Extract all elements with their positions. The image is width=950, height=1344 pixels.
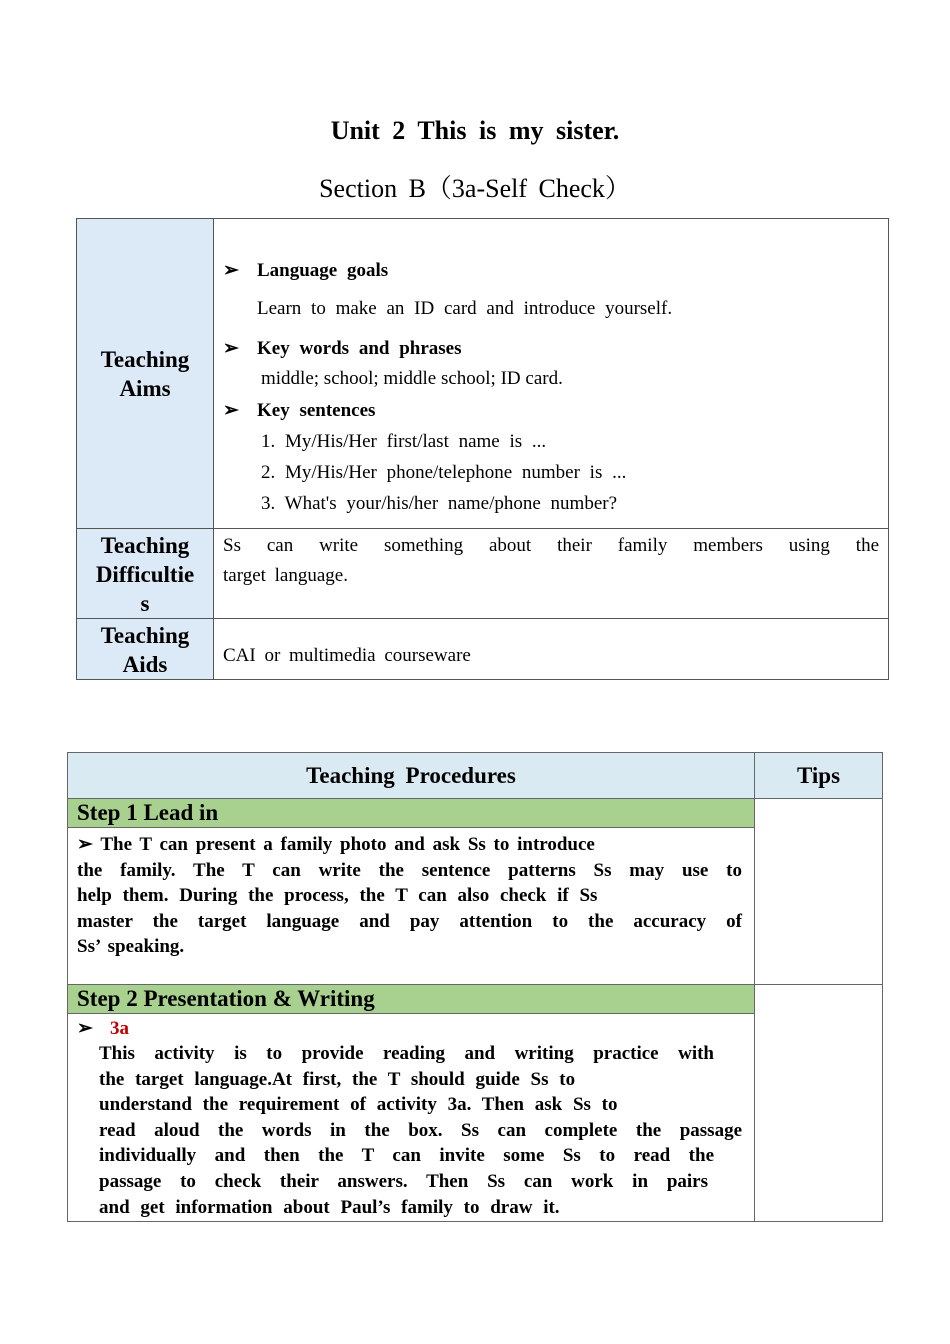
heading-text: Key sentences bbox=[257, 400, 376, 421]
step-2-title: Step 2 Presentation & Writing bbox=[68, 985, 754, 1014]
step-1-cell bbox=[68, 799, 755, 985]
step-2-tips-cell bbox=[755, 985, 883, 1222]
document-subtitle: Section B（3a-Self Check） bbox=[319, 174, 631, 203]
step-1-line: ➢ The T can present a family photo and ask Ss to introduce bbox=[77, 834, 595, 855]
language-goals-text: Learn to make an ID card and introduce yourself. bbox=[257, 298, 673, 319]
procedures-header: Teaching Procedures bbox=[68, 753, 755, 799]
step-1-line: Ss’ speaking. bbox=[77, 936, 185, 958]
step-2-line: understand the requirement of activity 3a. Then ask Ss to bbox=[99, 1094, 618, 1116]
arrowhead-bullet-icon: ➢ bbox=[223, 260, 239, 281]
teaching-aims-table bbox=[76, 218, 889, 680]
step-1-line: help them. During the process, the T can also check if Ss bbox=[77, 885, 598, 907]
step-2-line: passage to check their answers. Then Ss can work in pairs bbox=[99, 1170, 708, 1192]
step-1-body bbox=[68, 828, 754, 960]
label-line: Difficultie bbox=[95, 562, 195, 587]
activity-3a-label: 3a bbox=[110, 1018, 129, 1039]
teaching-aids-content bbox=[214, 619, 889, 680]
teaching-procedures-table bbox=[67, 752, 883, 1222]
step-1-title: Step 1 Lead in bbox=[68, 799, 754, 828]
key-words-text: middle; school; middle school; ID card. bbox=[261, 368, 563, 389]
key-sentence-1: 1. My/His/Her first/last name is ... bbox=[261, 431, 547, 452]
procedures-header-row bbox=[68, 753, 883, 799]
difficulties-line-1: Ss can write something about their family members using the bbox=[223, 535, 879, 556]
step-1-line: the family. The T can write the sentence patterns Ss may use to bbox=[77, 859, 742, 881]
teaching-aims-row bbox=[77, 219, 889, 529]
key-sentence-2: 2. My/His/Her phone/telephone number is ... bbox=[261, 462, 627, 483]
key-sentences-heading bbox=[223, 399, 375, 422]
step-1-tips-cell bbox=[755, 799, 883, 985]
step-2-cell bbox=[68, 985, 755, 1222]
teaching-aims-label bbox=[77, 219, 214, 529]
step-2-line: read aloud the words in the box. Ss can complete the passage bbox=[99, 1119, 742, 1141]
difficulties-line-2: target language. bbox=[223, 565, 348, 586]
step-1-line: master the target language and pay attention to the accuracy of bbox=[77, 910, 742, 932]
label-line: Teaching bbox=[100, 623, 190, 648]
arrowhead-bullet-icon: ➢ bbox=[77, 1018, 93, 1039]
step-2-line: the target language.At first, the T should guide Ss to bbox=[99, 1068, 576, 1090]
step-2-body bbox=[68, 1041, 754, 1220]
label-line: Teaching bbox=[100, 533, 190, 558]
step-2-line: This activity is to provide reading and writing practice with bbox=[99, 1043, 714, 1064]
step-2-line: individually and then the T can invite some Ss to read the bbox=[99, 1145, 714, 1167]
document-title: Unit 2 This is my sister. bbox=[330, 116, 620, 145]
label-line: Aids bbox=[122, 652, 168, 677]
label-line: s bbox=[140, 591, 150, 616]
step-2-row bbox=[68, 985, 883, 1222]
teaching-difficulties-row bbox=[77, 529, 889, 619]
key-sentence-3: 3. What's your/his/her name/phone number? bbox=[261, 493, 618, 514]
teaching-difficulties-label bbox=[77, 529, 214, 619]
arrowhead-bullet-icon: ➢ bbox=[223, 400, 239, 421]
language-goals-heading bbox=[223, 259, 388, 282]
heading-text: Key words and phrases bbox=[257, 338, 462, 359]
teaching-aids-text: CAI or multimedia courseware bbox=[223, 645, 471, 666]
teaching-aims-content bbox=[214, 219, 889, 529]
teaching-difficulties-content bbox=[214, 529, 889, 619]
arrowhead-bullet-icon: ➢ bbox=[223, 338, 239, 359]
teaching-aids-row bbox=[77, 619, 889, 680]
step-2-line: and get information about Paul’s family to draw it. bbox=[99, 1196, 560, 1218]
step-1-row bbox=[68, 799, 883, 985]
label-line: Teaching bbox=[100, 346, 190, 372]
heading-text: Language goals bbox=[257, 260, 389, 281]
tips-header: Tips bbox=[755, 753, 883, 799]
key-words-heading bbox=[223, 337, 462, 360]
teaching-aids-label bbox=[77, 619, 214, 680]
step-2-activity-heading bbox=[68, 1014, 754, 1041]
label-line: Aims bbox=[119, 375, 171, 401]
